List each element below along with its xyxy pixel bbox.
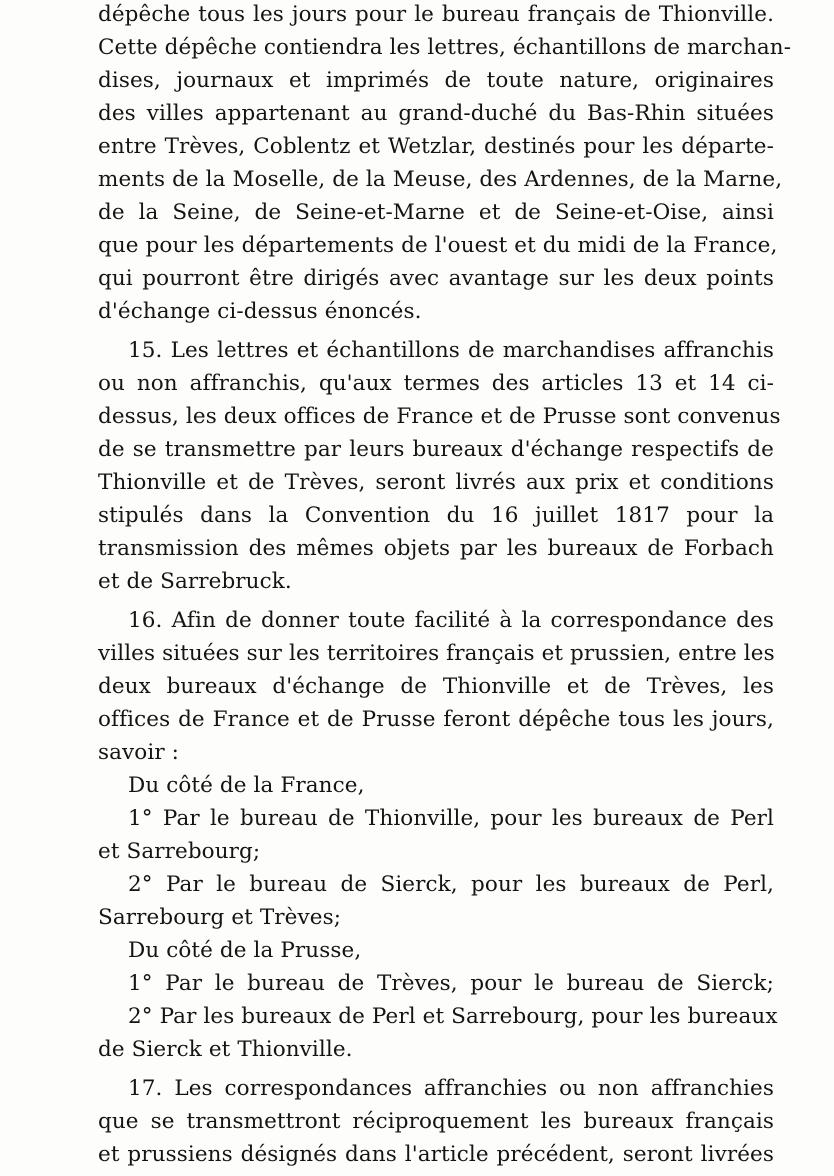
text-line: de la Seine, de Seine-et-Marne et de Seine-et-Oise, ainsi: [98, 200, 774, 225]
text-line: de se transmettre par leurs bureaux d'échange respectifs de: [98, 437, 774, 462]
paragraph-17-first-line: 17. Les correspondances affranchies ou non affranchies: [128, 1076, 774, 1101]
text-line: que se transmettront réciproquement les bureaux français: [98, 1109, 774, 1134]
list-item: 2° Par le bureau de Sierck, pour les bureaux de Perl,: [128, 872, 774, 897]
text-line: dises, journaux et imprimés de toute nature, originaires: [98, 68, 774, 93]
text-line: ments de la Moselle, de la Meuse, des Ardennes, de la Marne,: [98, 167, 783, 192]
text-line: stipulés dans la Convention du 16 juillet 1817 pour la: [98, 503, 774, 528]
text-line: savoir :: [98, 740, 179, 765]
text-line: Thionville et de Trèves, seront livrés aux prix et conditions: [98, 470, 774, 495]
list-heading-prusse: Du côté de la Prusse,: [128, 938, 362, 963]
text-line: dépêche tous les jours pour le bureau français de Thionville.: [98, 2, 774, 27]
paragraph-15-first-line: 15. Les lettres et échantillons de marchandises affranchis: [128, 338, 774, 363]
text-line: et Sarrebourg;: [98, 839, 261, 864]
text-line: et de Sarrebruck.: [98, 569, 292, 594]
text-line: et prussiens désignés dans l'article précédent, seront livrées: [98, 1142, 774, 1167]
text-line: villes situées sur les territoires français et prussien, entre les: [98, 641, 775, 666]
text-line: offices de France et de Prusse feront dépêche tous les jours,: [98, 707, 774, 732]
text-line: ou non affranchis, qu'aux termes des articles 13 et 14 ci-: [98, 371, 774, 396]
text-line: des villes appartenant au grand-duché du Bas-Rhin situées: [98, 101, 774, 126]
paragraph-16-first-line: 16. Afin de donner toute facilité à la correspondance des: [128, 608, 774, 633]
text-line: transmission des mêmes objets par les bureaux de Forbach: [98, 536, 774, 561]
list-item: 1° Par le bureau de Trèves, pour le bureau de Sierck;: [128, 971, 774, 996]
text-line: de Sierck et Thionville.: [98, 1037, 353, 1062]
text-line: Sarrebourg et Trèves;: [98, 905, 342, 930]
list-item: 2° Par les bureaux de Perl et Sarrebourg, pour les bureaux: [128, 1004, 778, 1029]
text-line: deux bureaux d'échange de Thionville et de Trèves, les: [98, 674, 774, 699]
text-line: entre Trèves, Coblentz et Wetzlar, destinés pour les départe-: [98, 134, 774, 159]
list-heading-france: Du côté de la France,: [128, 773, 365, 798]
list-item: 1° Par le bureau de Thionville, pour les bureaux de Perl: [128, 806, 774, 831]
text-line: que pour les départements de l'ouest et du midi de la France,: [98, 233, 778, 258]
text-line: Cette dépêche contiendra les lettres, échantillons de marchan-: [98, 35, 792, 60]
text-line: dessus, les deux offices de France et de Prusse sont convenus: [98, 404, 781, 429]
text-line: d'échange ci-dessus énoncés.: [98, 299, 422, 324]
text-line: qui pourront être dirigés avec avantage sur les deux points: [98, 266, 774, 291]
